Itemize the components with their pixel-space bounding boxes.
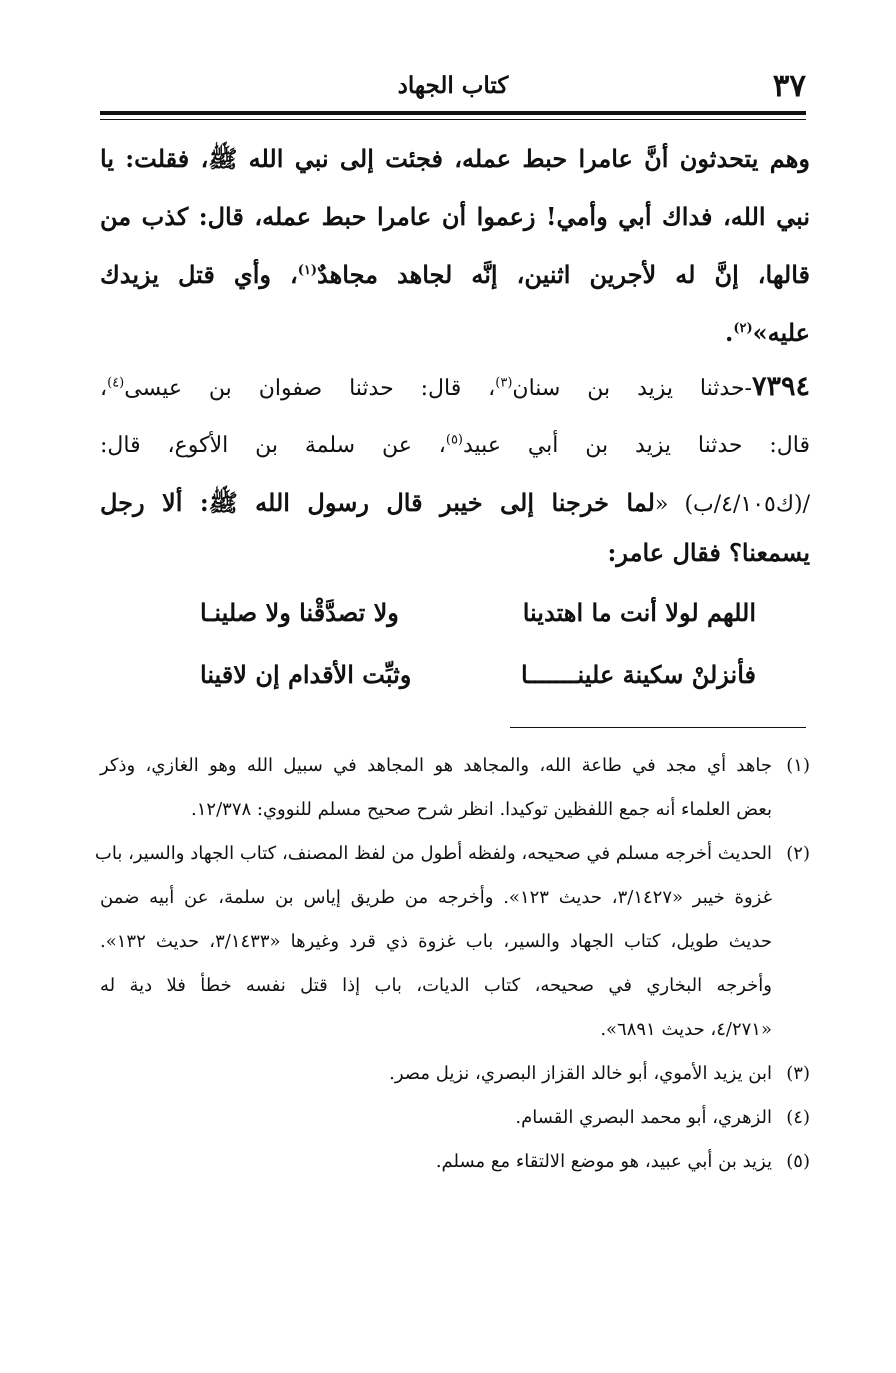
footnote-2: (٢)الحديث أخرجه مسلم في صحيحه، ولفظه أطول من لفظ المصنف، كتاب الجهاد والسير، باب غزوة خيبر «٣/١٤٢٧، حديث ١٢٣». وأخرجه من طريق إياس بن سلمة، عن أبيه ضمن حديث طويل، كتاب الجهاد والسير، باب غزوة ذي قرد وغيرها «٣/١٤٣٣، حديث ١٣٢». وأخرجه البخاري في صحيحه، كتاب الديات، باب إذا قتل نفسه خطأ فلا دية له «٤/٢٧١، حديث ٦٨٩١». [100,832,810,1052]
hadith-7394 [100,358,810,573]
footnote-4: (٤)الزهري، أبو محمد البصري القسام. [100,1096,810,1140]
text-line: وهم يتحدثون أنَّ عامرا حبط عمله، فجئت إلى نبي الله ﷺ، فقلت: يا [100,144,810,173]
hadith-continuation [100,130,810,362]
footnote-separator [510,727,806,728]
poem [200,582,756,706]
page-number: ٣٧ [772,68,806,104]
manuscript-ref: /(ك٤/١٠٥/ب) « [654,492,810,517]
footnote-ref[interactable]: (٤) [107,375,125,391]
hemistich-second: ولا تصدَّقْنا ولا صلينـا [200,598,399,627]
text-line: نبي الله، فداك أبي وأمي! زعموا أن عامرا حبط عمله، قال: كذب من [100,202,810,231]
footnote-line: حديث طويل، كتاب الجهاد والسير، باب غزوة ذي قرد وغيرها «٣/١٤٣٣، حديث ١٣٢». [100,931,772,952]
footnote-marker: (٣) [786,1063,810,1084]
text-line: ٧٣٩٤-حدثنا يزيد بن سنان$^{(٣)}$، قال: حدثنا صفوان بن عيسى$^{(٤)}$، [100,371,810,402]
footnote-line: وأخرجه البخاري في صحيحه، كتاب الديات، باب إذا قتل نفسه خطأ فلا دية له [100,975,772,996]
footnote-ref[interactable]: (٥) [445,432,463,448]
text-line: قالها، إنَّ له لأجرين اثنين، إنَّه لجاهد مجاهدٌ$^{(١)}$، وأي قتل يزيدك [100,260,810,289]
hemistich-second: وثبِّت الأقدام إن لاقينا [200,660,412,689]
footnote-marker: (٥) [786,1151,810,1172]
header-rule-thin [100,119,806,120]
footnote-line: بعض العلماء أنه جمع اللفظين توكيدا. انظر شرح صحيح مسلم للنووي: ١٢/٣٧٨. [191,799,772,820]
footnotes [94,744,810,1184]
header-rule-thick [100,111,806,115]
hadith-number: ٧٣٩٤ [751,371,810,402]
page-header [100,66,806,110]
footnote-line: غزوة خيبر «٣/١٤٢٧، حديث ١٢٣». وأخرجه من طريق إياس بن سلمة، عن أبيه ضمن [100,887,772,908]
hemistich-first: فأنزلنْ سكينة علينـــــــا [521,660,756,689]
footnote-marker: (١) [786,755,810,776]
footnote-3: (٣)ابن يزيد الأموي، أبو خالد القزاز البصري، نزيل مصر. [100,1052,810,1096]
footnote-marker: (٢) [786,843,810,864]
hemistich-first: اللهم لولا أنت ما اهتدينا [522,598,756,627]
running-title: كتاب الجهاد [397,72,509,99]
footnote-line: «٤/٢٧١، حديث ٦٨٩١». [600,1019,772,1040]
text-line: قال: حدثنا يزيد بن أبي عبيد$^{(٥)}$، عن سلمة بن الأكوع، قال: [100,432,810,458]
footnote-marker: (٤) [786,1107,810,1128]
footnote-5: (٥)يزيد بن أبي عبيد، هو موضع الالتقاء مع مسلم. [100,1140,810,1184]
text-line: عليه»$^{(٢)}$. [724,318,810,347]
verse [200,644,756,706]
text-line: /(ك٤/١٠٥/ب) «لما خرجنا إلى خيبر قال رسول الله ﷺ: ألا رجل [100,488,810,517]
verse [200,582,756,644]
footnote-ref[interactable]: (١) [297,263,318,278]
footnote-ref[interactable]: (٢) [733,321,753,336]
footnote-ref[interactable]: (٣) [495,375,513,391]
footnote-1: (١)جاهد أي مجد في طاعة الله، والمجاهد هو المجاهد في سبيل الله وهو الغازي، وذكر بعض العلماء أنه جمع اللفظين توكيدا. انظر شرح صحيح مسلم للنووي: ١٢/٣٧٨. [100,744,810,832]
text-line: يسمعنا؟ فقال عامر: [607,538,810,567]
